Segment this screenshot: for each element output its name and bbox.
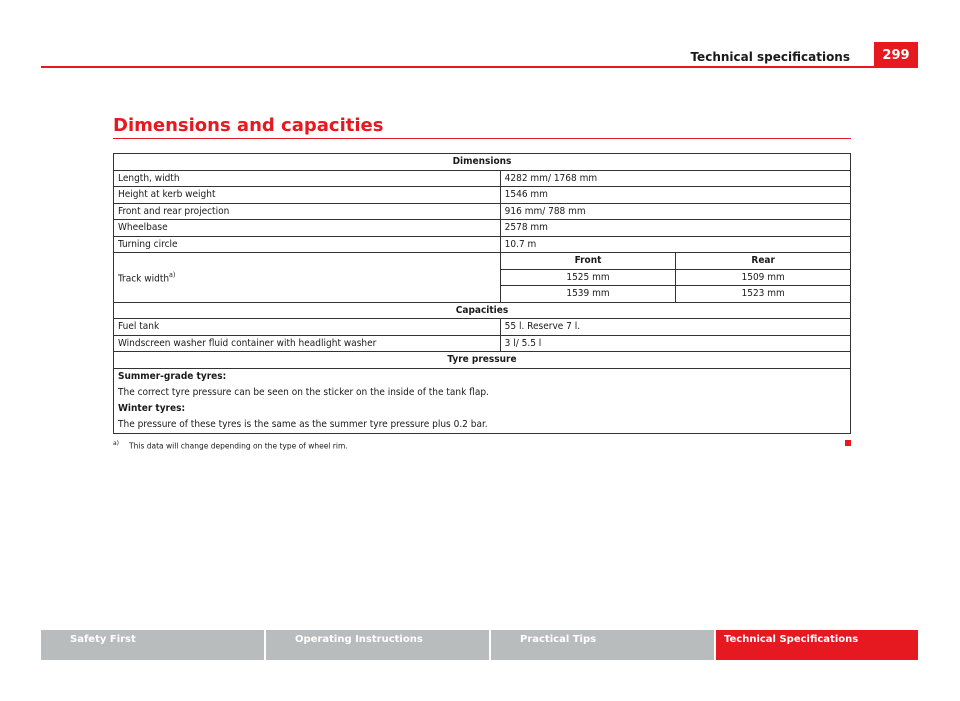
footer-chapter-nav: [41, 630, 918, 660]
section-title: Dimensions and capacities: [113, 115, 384, 136]
row-label: Wheelbase: [114, 220, 501, 237]
row-label: Turning circle: [114, 236, 501, 253]
table-section-header: [114, 154, 851, 171]
table-row: [114, 220, 851, 237]
footnote: [113, 440, 348, 451]
row-label: Windscreen washer fluid container with headlight washer: [114, 335, 501, 352]
table-row: [114, 187, 851, 204]
track-front-value: 1525 mm: [500, 269, 676, 286]
row-value: 10.7 m: [500, 236, 850, 253]
table-section-header: [114, 352, 851, 369]
nav-tab-practical-tips[interactable]: Practical Tips: [491, 630, 714, 660]
track-rear-value: 1523 mm: [676, 286, 851, 303]
footnote-ref: a): [169, 270, 176, 279]
footnote-text: This data will change depending on the type of wheel rim.: [129, 441, 348, 451]
page-number-badge: 299: [874, 42, 918, 68]
nav-tab-operating-instructions[interactable]: Operating Instructions: [266, 630, 489, 660]
front-heading: Front: [500, 253, 676, 270]
row-label: Length, width: [114, 170, 501, 187]
row-value: 916 mm/ 788 mm: [500, 203, 850, 220]
header-rule: [41, 66, 918, 68]
footnote-mark: a): [113, 440, 120, 447]
row-value: 3 l/ 5.5 l: [500, 335, 850, 352]
track-rear-value: 1509 mm: [676, 269, 851, 286]
tyre-pressure-heading: Tyre pressure: [114, 352, 851, 369]
section-rule: [113, 138, 851, 139]
running-header-title: Technical specifications: [690, 50, 850, 64]
end-of-section-square-icon: [845, 440, 851, 446]
capacities-heading: Capacities: [114, 302, 851, 319]
track-width-label: Track width: [118, 272, 170, 284]
row-label: Height at kerb weight: [114, 187, 501, 204]
tyre-pressure-cell: [114, 368, 851, 433]
track-width-label-cell: [114, 253, 501, 303]
track-front-value: 1539 mm: [500, 286, 676, 303]
row-value: 55 l. Reserve 7 l.: [500, 319, 850, 336]
table-row: [114, 319, 851, 336]
row-label: Front and rear projection: [114, 203, 501, 220]
dimensions-heading: Dimensions: [114, 154, 851, 171]
row-value: 2578 mm: [500, 220, 850, 237]
summer-tyres-label: Summer-grade tyres:: [118, 370, 227, 382]
row-value: 4282 mm/ 1768 mm: [500, 170, 850, 187]
summer-tyres-text: The correct tyre pressure can be seen on the sticker on the inside of the tank flap.: [118, 386, 489, 398]
table-row: [114, 236, 851, 253]
row-value: 1546 mm: [500, 187, 850, 204]
table-section-header: [114, 302, 851, 319]
table-row: [114, 368, 851, 433]
nav-tab-safety-first[interactable]: Safety First: [41, 630, 264, 660]
specifications-table: [113, 153, 851, 434]
winter-tyres-label: Winter tyres:: [118, 402, 186, 414]
rear-heading: Rear: [676, 253, 851, 270]
table-row: [114, 170, 851, 187]
table-row: [114, 203, 851, 220]
table-row: [114, 335, 851, 352]
nav-tab-technical-specifications[interactable]: Technical Specifications: [716, 630, 918, 660]
table-row: [114, 253, 851, 270]
winter-tyres-text: The pressure of these tyres is the same as the summer tyre pressure plus 0.2 bar.: [118, 418, 488, 430]
row-label: Fuel tank: [114, 319, 501, 336]
